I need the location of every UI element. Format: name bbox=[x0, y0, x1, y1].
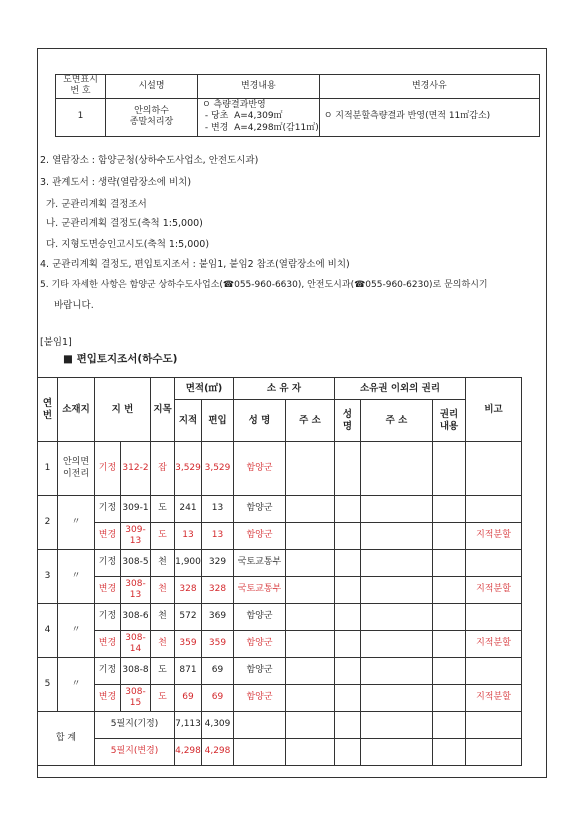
row-lot: 308-5 bbox=[121, 550, 151, 577]
header-reason: 변경사유 bbox=[319, 75, 539, 99]
row-rights-name bbox=[335, 604, 361, 631]
total-empty-cell bbox=[234, 712, 286, 739]
row-rights-addr bbox=[361, 496, 433, 523]
note-contact-end: 바랍니다. bbox=[54, 300, 94, 311]
row-area-incl: 369 bbox=[202, 604, 234, 631]
row-lot: 308-6 bbox=[121, 604, 151, 631]
total-type: 5필지(기정) bbox=[95, 712, 175, 739]
row-owner-addr bbox=[286, 442, 335, 496]
row-lot: 308-14 bbox=[121, 631, 151, 658]
cell-drawing-no: 1 bbox=[56, 98, 106, 136]
row-area-lot: 69 bbox=[175, 685, 202, 712]
total-empty-cell bbox=[466, 712, 522, 739]
header-note: 비고 bbox=[466, 378, 522, 442]
row-lot: 309-13 bbox=[121, 523, 151, 550]
total-area-incl: 4,298 bbox=[202, 739, 234, 766]
note-doc-b: 나. 군관리계획 결정도(축척 1:5,000) bbox=[46, 218, 203, 229]
row-area-lot: 328 bbox=[175, 577, 202, 604]
row-owner-name: 함양군 bbox=[234, 496, 286, 523]
row-note: 지적분할 bbox=[466, 685, 522, 712]
table-row bbox=[38, 577, 522, 604]
row-category: 도 bbox=[151, 685, 175, 712]
row-rights-detail bbox=[433, 685, 466, 712]
total-empty-cell bbox=[335, 739, 361, 766]
note-doc-a: 가. 군관리계획 결정조서 bbox=[46, 199, 147, 210]
row-owner-addr bbox=[286, 523, 335, 550]
row-lot: 309-1 bbox=[121, 496, 151, 523]
content-line: ㅇ 측량결과반영 bbox=[202, 100, 266, 111]
row-area-incl: 329 bbox=[202, 550, 234, 577]
row-category: 천 bbox=[151, 604, 175, 631]
table-row bbox=[38, 523, 522, 550]
row-lot: 308-13 bbox=[121, 577, 151, 604]
total-type: 5필지(변경) bbox=[95, 739, 175, 766]
change-table-header bbox=[56, 75, 540, 99]
row-category: 도 bbox=[151, 523, 175, 550]
row-rights-detail bbox=[433, 442, 466, 496]
total-empty-cell bbox=[286, 712, 335, 739]
header-rights: 소유권 이외의 권리 bbox=[335, 378, 466, 400]
row-note: 지적분할 bbox=[466, 631, 522, 658]
header-rights-name: 성 명 bbox=[335, 400, 361, 442]
header-drawing-no: 도면표시 번 호 bbox=[56, 75, 106, 99]
table-row bbox=[38, 550, 522, 577]
total-empty-cell bbox=[234, 739, 286, 766]
row-rights-addr bbox=[361, 604, 433, 631]
row-rights-addr bbox=[361, 631, 433, 658]
row-note bbox=[466, 442, 522, 496]
row-owner-name: 함양군 bbox=[234, 604, 286, 631]
row-category: 도 bbox=[151, 658, 175, 685]
attachment-label: [붙임1] bbox=[40, 337, 72, 348]
table-row bbox=[38, 685, 522, 712]
row-owner-addr bbox=[286, 496, 335, 523]
row-owner-addr bbox=[286, 658, 335, 685]
row-category: 천 bbox=[151, 550, 175, 577]
row-rights-detail bbox=[433, 577, 466, 604]
content-line: - 당초 A=4,309㎡ bbox=[202, 111, 283, 122]
row-area-lot: 1,900 bbox=[175, 550, 202, 577]
row-category: 도 bbox=[151, 496, 175, 523]
row-rights-name bbox=[335, 523, 361, 550]
row-note bbox=[466, 550, 522, 577]
row-rights-addr bbox=[361, 658, 433, 685]
row-rights-detail bbox=[433, 604, 466, 631]
header-area: 면적(㎡) bbox=[175, 378, 234, 400]
row-rights-detail bbox=[433, 631, 466, 658]
row-rights-name bbox=[335, 496, 361, 523]
row-location: 〃 bbox=[58, 496, 95, 550]
row-owner-name: 국토교통부 bbox=[234, 550, 286, 577]
row-location: 〃 bbox=[58, 604, 95, 658]
cell-reason: ㅇ 지적분할측량결과 반영(면적 11㎡감소) bbox=[319, 98, 539, 136]
row-rights-addr bbox=[361, 442, 433, 496]
row-category: 천 bbox=[151, 631, 175, 658]
row-owner-name: 함양군 bbox=[234, 523, 286, 550]
header-location: 소재지 bbox=[58, 378, 95, 442]
row-area-incl: 13 bbox=[202, 523, 234, 550]
row-no: 3 bbox=[38, 550, 58, 604]
note-attachments: 4. 군관리계획 결정도, 편입토지조서 : 붙임1, 붙임2 참조(열람장소에 비치) bbox=[40, 259, 350, 270]
note-documents: 3. 관계도서 : 생략(열람장소에 비치) bbox=[40, 177, 192, 188]
row-type: 기정 bbox=[95, 442, 121, 496]
row-rights-name bbox=[335, 577, 361, 604]
total-empty-cell bbox=[433, 712, 466, 739]
row-location: 〃 bbox=[58, 550, 95, 604]
header-area-lot: 지적 bbox=[175, 400, 202, 442]
row-rights-detail bbox=[433, 496, 466, 523]
row-area-lot: 3,529 bbox=[175, 442, 202, 496]
land-table bbox=[37, 377, 522, 766]
row-owner-addr bbox=[286, 631, 335, 658]
row-owner-name: 국토교통부 bbox=[234, 577, 286, 604]
note-doc-c: 다. 지형도면승인고시도(축척 1:5,000) bbox=[46, 239, 210, 250]
row-area-incl: 13 bbox=[202, 496, 234, 523]
row-area-incl: 328 bbox=[202, 577, 234, 604]
row-area-lot: 241 bbox=[175, 496, 202, 523]
row-type: 기정 bbox=[95, 496, 121, 523]
row-location: 〃 bbox=[58, 658, 95, 712]
row-no: 1 bbox=[38, 442, 58, 496]
row-area-incl: 3,529 bbox=[202, 442, 234, 496]
row-owner-addr bbox=[286, 577, 335, 604]
row-note bbox=[466, 496, 522, 523]
total-row bbox=[38, 739, 522, 766]
header-area-incl: 편입 bbox=[202, 400, 234, 442]
land-header-row bbox=[38, 378, 522, 400]
row-rights-detail bbox=[433, 523, 466, 550]
total-label: 합 계 bbox=[38, 712, 95, 766]
row-rights-name bbox=[335, 658, 361, 685]
row-owner-addr bbox=[286, 604, 335, 631]
row-rights-name bbox=[335, 685, 361, 712]
total-empty-cell bbox=[335, 712, 361, 739]
row-owner-name: 함양군 bbox=[234, 631, 286, 658]
total-empty-cell bbox=[361, 712, 433, 739]
row-type: 변경 bbox=[95, 577, 121, 604]
section-title: ■ 편입토지조서(하수도) bbox=[63, 353, 178, 365]
table-row bbox=[38, 658, 522, 685]
row-note bbox=[466, 658, 522, 685]
row-note bbox=[466, 604, 522, 631]
row-lot: 308-15 bbox=[121, 685, 151, 712]
row-area-incl: 69 bbox=[202, 685, 234, 712]
row-type: 변경 bbox=[95, 685, 121, 712]
row-owner-name: 함양군 bbox=[234, 685, 286, 712]
row-location: 안의면 이전리 bbox=[58, 442, 95, 496]
total-area-lot: 4,298 bbox=[175, 739, 202, 766]
total-empty-cell bbox=[286, 739, 335, 766]
row-area-incl: 69 bbox=[202, 658, 234, 685]
row-area-lot: 572 bbox=[175, 604, 202, 631]
total-empty-cell bbox=[361, 739, 433, 766]
row-type: 기정 bbox=[95, 658, 121, 685]
row-area-lot: 871 bbox=[175, 658, 202, 685]
row-note: 지적분할 bbox=[466, 523, 522, 550]
row-owner-addr bbox=[286, 685, 335, 712]
total-area-lot: 7,113 bbox=[175, 712, 202, 739]
row-rights-addr bbox=[361, 523, 433, 550]
header-owner-addr: 주 소 bbox=[286, 400, 335, 442]
row-rights-addr bbox=[361, 550, 433, 577]
row-rights-name bbox=[335, 442, 361, 496]
table-row bbox=[38, 442, 522, 496]
row-type: 변경 bbox=[95, 523, 121, 550]
row-lot: 312-2 bbox=[121, 442, 151, 496]
note-contact: 5. 기타 자세한 사항은 함양군 상하수도사업소(☎055-960-6630), 안전도시과(☎055-960-6230)로 문의하시기 bbox=[40, 280, 488, 290]
row-lot: 308-8 bbox=[121, 658, 151, 685]
row-rights-addr bbox=[361, 577, 433, 604]
row-area-incl: 359 bbox=[202, 631, 234, 658]
header-facility: 시설명 bbox=[106, 75, 198, 99]
row-type: 기정 bbox=[95, 550, 121, 577]
row-owner-name: 함양군 bbox=[234, 658, 286, 685]
row-no: 2 bbox=[38, 496, 58, 550]
row-owner-addr bbox=[286, 550, 335, 577]
header-no: 연 번 bbox=[38, 378, 58, 442]
header-owner: 소 유 자 bbox=[234, 378, 335, 400]
table-row bbox=[38, 604, 522, 631]
header-rights-detail: 권리 내용 bbox=[433, 400, 466, 442]
row-rights-detail bbox=[433, 550, 466, 577]
header-owner-name: 성 명 bbox=[234, 400, 286, 442]
row-no: 4 bbox=[38, 604, 58, 658]
total-row bbox=[38, 712, 522, 739]
header-content: 변경내용 bbox=[198, 75, 320, 99]
total-empty-cell bbox=[466, 739, 522, 766]
change-table bbox=[55, 74, 540, 137]
row-no: 5 bbox=[38, 658, 58, 712]
header-rights-addr: 주 소 bbox=[361, 400, 433, 442]
total-area-incl: 4,309 bbox=[202, 712, 234, 739]
row-area-lot: 359 bbox=[175, 631, 202, 658]
cell-facility: 안의하수 종말처리장 bbox=[106, 98, 198, 136]
row-rights-name bbox=[335, 631, 361, 658]
row-category: 천 bbox=[151, 577, 175, 604]
table-row bbox=[38, 631, 522, 658]
row-note: 지적분할 bbox=[466, 577, 522, 604]
table-row bbox=[38, 496, 522, 523]
header-lot: 지 번 bbox=[95, 378, 151, 442]
content-line: - 변경 A=4,298㎡(감11㎡) bbox=[202, 122, 319, 133]
note-location: 2. 열람장소 : 함양군청(상하수도사업소, 안전도시과) bbox=[40, 155, 259, 166]
row-rights-detail bbox=[433, 658, 466, 685]
row-category: 잡 bbox=[151, 442, 175, 496]
row-rights-name bbox=[335, 550, 361, 577]
change-table-row bbox=[56, 98, 540, 136]
cell-content bbox=[198, 98, 320, 136]
row-owner-name: 함양군 bbox=[234, 442, 286, 496]
row-type: 변경 bbox=[95, 631, 121, 658]
row-area-lot: 13 bbox=[175, 523, 202, 550]
row-rights-addr bbox=[361, 685, 433, 712]
total-empty-cell bbox=[433, 739, 466, 766]
header-category: 지목 bbox=[151, 378, 175, 442]
land-table-body bbox=[38, 442, 522, 766]
row-type: 기정 bbox=[95, 604, 121, 631]
